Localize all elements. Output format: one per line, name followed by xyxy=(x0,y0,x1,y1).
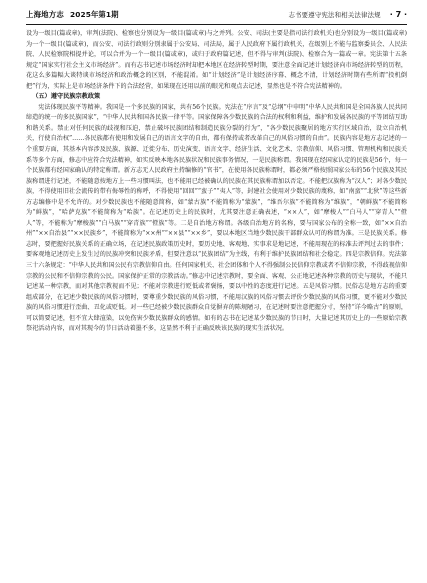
journal-info xyxy=(26,9,119,20)
running-header xyxy=(26,6,407,22)
article-body xyxy=(26,29,407,573)
body-paragraph: 宪法体现民族平等精神。我国是一个多民族的国家，共有56个民族。宪法在“序言”及“总纲”中申明“中华人民共和国是全国各族人民共同缔造的统一的多民族国家”，“中华人民共和国各民族一律平等。国家保障各少数民族的合法的权利和利益，维护和发展各民族的平等团结互助和谐关系。禁止对任何民族的歧视和压迫，禁止破坏民族团结和制造民族分裂的行为”，“各少数民族聚居的地方实行区域自治，设立自治机关，行使自治权”……各民族都有使用和发展自己的语言文字的自由，都有保持或者改革自己的风俗习惯的自由”。民族内容是地方志记述的一个重要方面，其基本内容涉及民族、族源、迁徙分布、历史演变、语言文字、经济生活、文化艺术、宗教信仰、风俗习惯、管理机构和民族关系等多个方面，修志中应符合宪法精神，如实反映本地各民族状况和民族事务情况，一是民族称谓。我国现在经国家认定的民族是56个，每一个民族都有经国家确认的特定称谓。新方志无人民政府主持编修的“官书”，在使用各民族称谓时，都必须严格按照国家公布的56个民族及其民族称谓进行记述，不能随意按地方上一些习惯叫法，也不能用已经被确认的民族在其民族称谓加以否定。不能把汉族称为“汉人”；对各少数民族，不得使用旧社会流传的带有侮辱性的称呼，不得使用“回回”“蛮子”“夷人”等，封建社会使用对少数民族的蔑称，如“南蛮”“北狄”等这些新方志编修中是不允许的。对少数民族也不能随意简称，如“蒙古族”不能简称为“蒙族”，“维吾尔族”不能简称为“维族”，“朝鲜族”不能简称为“鲜族”，“哈萨克族”不能简称为“哈族”。在记述历史上的民族时，尤其要注意正确表述，“××人”，如“摩梭人”“白马人”“穿青人”“僜人”等，不能称为“摩梭族”“白马族”“穿青族”“僜族”等。二是自治地方称谓。各级自治地方的名称，要与国家公布的全称一致，如“××自治州”“××自治县”“××民族乡”，不能简称为“××州”“××县”“××乡”，要以本地区当地少数民族干部群众认可的称谓为准。三是民族关系。修志时，要把握好民族关系的正确立场，在记述民族政策历史时，要历史地、客观地、实事求是地记述，不能用现在的标准去评判过去的事件；要客观地记述历史上发生过的民族冲突和民族矛盾，但要注意以“民族团结”为主线，有利于维护民族团结和社会稳定。四是宗教信仰。宪法第三十六条规定：“中华人民共和国公民有宗教信仰自由。任何国家机关、社会团体和个人不得强制公民信仰宗教或者不信仰宗教，不得歧视信仰宗教的公民和不信仰宗教的公民。国家保护正常的宗教活动。”修志中记述宗教时，要全面、客观、公正地记述各种宗教的历史与现状，不能只记述某一种宗教，而对其他宗教视而不见；不能对宗教进行贬低或者褒扬，要以中性的态度进行记述。五是风俗习惯。民俗志是地方志的重要组成部分，在记述少数民族的风俗习惯时，要尊重少数民族的风俗习惯，不能用汉族的风俗习惯去评价少数民族的风俗习惯，更不能对少数民族的风俗习惯进行歪曲、丑化或贬低。对一些已经被少数民族群众自觉摒弃的陈规陋习，在记述时要注意把握分寸，坚持“详今略古”的原则，可以简要记述，但不宜大肆渲染，以免伤害少数民族群众的感情。如有的志书在记述某少数民族的节日时，大量记述其历史上的一些原始宗教祭祀活动内容，而对其现今的节日活动着墨不多，这显然不利于正确反映该民族的现实生活状况。 xyxy=(26,103,407,333)
journal-name: 上海地方志 xyxy=(26,9,64,19)
running-article-title: 志书要遵守宪法和相关法律法规 xyxy=(288,10,381,19)
header-rule xyxy=(26,24,407,25)
section-heading: （五）遵守民族宗教政策 xyxy=(32,93,101,101)
issue-number: 2025年第1期 xyxy=(69,9,119,19)
header-right xyxy=(289,10,408,19)
body-paragraph: 设为一级目(篇或章)，审判(法院)、检察也分别设为一级目(篇或章)与之并列。公安、司法(主要是指司法行政机关)也分别设为一级目(篇或章)为一个一级目(篇或章)，而公安、司法行政则分别隶属于公安局、司法局，属于人民政府下属行政机关，在级别上不能与监察委员会、人民法院、人民检察院相提并论，可以合并为一个一级目(篇或章)，或归于政府篇记述，但不得与审判(法院)、检察合为一篇或一章。宪法第十五条规定“国家实行社会主义市场经济”。而有志书记述市场经济时却把本地区在经济转型时期，要注意全面记述计划经济向市场经济转型的历程，花这么多篇幅大谈特谈市场经济和政治概念的区别，不能混淆。如“计划经济”是计划经济序幕、概念不清，计划经济时期有些所谓“投机倒把”行为，实际上是市场经济条件下的合法经营，如果现在还用以前的眼光和观点去记述，显然也是不符合宪法精神的。 xyxy=(26,30,407,90)
page-number: · 7 · xyxy=(389,9,407,19)
